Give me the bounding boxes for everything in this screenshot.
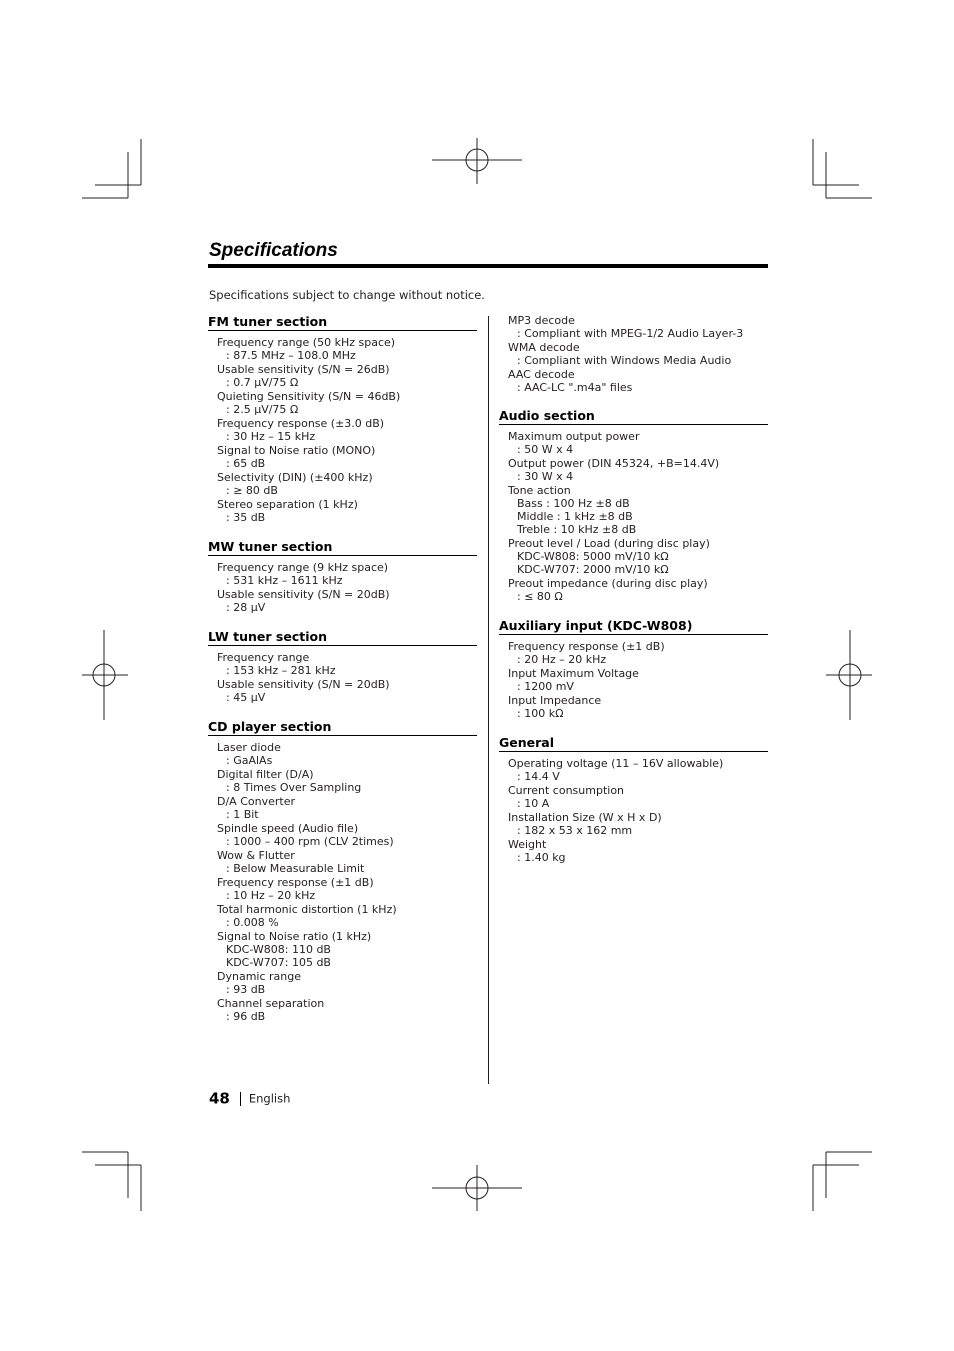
spec-label: MP3 decode xyxy=(508,314,575,327)
spec-item xyxy=(217,768,477,794)
spec-label: Frequency range xyxy=(217,651,310,664)
spec-item xyxy=(217,651,477,677)
page-footer xyxy=(209,1088,290,1108)
spec-value: : Compliant with Windows Media Audio xyxy=(517,354,732,367)
spec-label: Tone action xyxy=(508,484,571,497)
spec-label: Wow & Flutter xyxy=(217,849,295,862)
spec-item xyxy=(217,444,477,470)
spec-value: : 153 kHz – 281 kHz xyxy=(226,664,336,677)
section-heading: General xyxy=(499,735,768,752)
spec-item xyxy=(217,795,477,821)
left-column xyxy=(208,314,477,1038)
spec-item xyxy=(508,484,768,536)
spec-list xyxy=(208,561,477,614)
spec-item xyxy=(217,336,477,362)
spec-label: Output power (DIN 45324, +B=14.4V) xyxy=(508,457,720,470)
spec-item xyxy=(217,498,477,524)
spec-label: Digital filter (D/A) xyxy=(217,768,314,781)
column-divider xyxy=(488,316,489,1084)
spec-value: : 65 dB xyxy=(226,457,266,470)
spec-label: Spindle speed (Audio file) xyxy=(217,822,359,835)
spec-label: Weight xyxy=(508,838,547,851)
spec-label: Selectivity (DIN) (±400 kHz) xyxy=(217,471,373,484)
spec-value: : ≤ 80 Ω xyxy=(517,590,563,603)
spec-value: : 1 Bit xyxy=(226,808,259,821)
spec-label: Frequency range (9 kHz space) xyxy=(217,561,389,574)
spec-value: : 45 μV xyxy=(226,691,266,704)
spec-value: : 0.008 % xyxy=(226,916,279,929)
spec-item xyxy=(217,363,477,389)
spec-value: : 0.7 μV/75 Ω xyxy=(226,376,299,389)
spec-item xyxy=(508,694,768,720)
section-lw-tuner-section xyxy=(208,629,477,704)
spec-value: : 1.40 kg xyxy=(517,851,566,864)
spec-item xyxy=(217,678,477,704)
spec-value: : 10 A xyxy=(517,797,550,810)
spec-list xyxy=(208,651,477,704)
spec-label: Laser diode xyxy=(217,741,281,754)
spec-item xyxy=(217,417,477,443)
spec-item xyxy=(217,741,477,767)
spec-label: Frequency range (50 kHz space) xyxy=(217,336,396,349)
spec-value: : 8 Times Over Sampling xyxy=(226,781,362,794)
spec-value: : 30 W x 4 xyxy=(517,470,574,483)
spec-value: : 182 x 53 x 162 mm xyxy=(517,824,633,837)
section-heading: LW tuner section xyxy=(208,629,477,646)
spec-value: : Below Measurable Limit xyxy=(226,862,365,875)
spec-value: : 96 dB xyxy=(226,1010,266,1023)
spec-item xyxy=(217,561,477,587)
notice-text: Specifications subject to change without notice. xyxy=(209,288,485,302)
spec-value: : 30 Hz – 15 kHz xyxy=(226,430,316,443)
spec-list xyxy=(499,757,768,864)
spec-value: : 35 dB xyxy=(226,511,266,524)
spec-value: Treble : 10 kHz ±8 dB xyxy=(517,523,637,536)
spec-item xyxy=(217,997,477,1023)
language-label: English xyxy=(248,1091,291,1106)
section-heading: CD player section xyxy=(208,719,477,736)
spec-value: : Compliant with MPEG-1/2 Audio Layer-3 xyxy=(517,327,744,340)
right-column xyxy=(499,314,768,879)
section-heading: MW tuner section xyxy=(208,539,477,556)
spec-label: Input Impedance xyxy=(508,694,602,707)
section-heading: Audio section xyxy=(499,408,768,425)
right-sections xyxy=(499,408,768,864)
spec-label: Operating voltage (11 – 16V allowable) xyxy=(508,757,724,770)
spec-label: Preout level / Load (during disc play) xyxy=(508,537,710,550)
spec-list xyxy=(208,336,477,524)
spec-value: : GaAlAs xyxy=(226,754,273,767)
section-heading: FM tuner section xyxy=(208,314,477,331)
spec-label: Preout impedance (during disc play) xyxy=(508,577,708,590)
spec-item xyxy=(508,368,768,394)
spec-label: Input Maximum Voltage xyxy=(508,667,639,680)
spec-label: Installation Size (W x H x D) xyxy=(508,811,662,824)
section-audio-section xyxy=(499,408,768,603)
spec-label: Total harmonic distortion (1 kHz) xyxy=(217,903,397,916)
footer-separator xyxy=(240,1092,241,1106)
page-number: 48 xyxy=(209,1089,230,1108)
section-fm-tuner-section xyxy=(208,314,477,524)
section-general xyxy=(499,735,768,864)
spec-value: : 1000 – 400 rpm (CLV 2times) xyxy=(226,835,394,848)
spec-label: Usable sensitivity (S/N = 26dB) xyxy=(217,363,390,376)
spec-label: Current consumption xyxy=(508,784,625,797)
spec-item xyxy=(508,757,768,783)
spec-value: Bass : 100 Hz ±8 dB xyxy=(517,497,630,510)
spec-item xyxy=(217,903,477,929)
spec-list xyxy=(208,741,477,1023)
spec-label: Dynamic range xyxy=(217,970,301,983)
spec-value: : 87.5 MHz – 108.0 MHz xyxy=(226,349,356,362)
spec-item xyxy=(217,970,477,996)
spec-item xyxy=(508,457,768,483)
spec-label: Maximum output power xyxy=(508,430,640,443)
spec-item xyxy=(508,784,768,810)
spec-item xyxy=(217,822,477,848)
spec-label: Frequency response (±1 dB) xyxy=(508,640,665,653)
section-heading: Auxiliary input (KDC-W808) xyxy=(499,618,768,635)
spec-value: : 10 Hz – 20 kHz xyxy=(226,889,316,902)
spec-item xyxy=(508,430,768,456)
spec-value: : 28 μV xyxy=(226,601,266,614)
spec-item xyxy=(508,537,768,576)
spec-value: Middle : 1 kHz ±8 dB xyxy=(517,510,633,523)
spec-item xyxy=(217,471,477,497)
spec-item xyxy=(508,577,768,603)
spec-label: Stereo separation (1 kHz) xyxy=(217,498,358,511)
spec-value: : 93 dB xyxy=(226,983,266,996)
spec-value: : 20 Hz – 20 kHz xyxy=(517,653,607,666)
spec-item xyxy=(217,390,477,416)
spec-label: WMA decode xyxy=(508,341,580,354)
decode-specs xyxy=(499,314,768,394)
spec-list xyxy=(499,640,768,720)
spec-item xyxy=(217,849,477,875)
spec-value: KDC-W808: 110 dB xyxy=(226,943,331,956)
spec-value: : AAC-LC ".m4a" files xyxy=(517,381,633,394)
spec-value: KDC-W808: 5000 mV/10 kΩ xyxy=(517,550,669,563)
page-title: Specifications xyxy=(209,240,338,261)
section-mw-tuner-section xyxy=(208,539,477,614)
spec-value: KDC-W707: 2000 mV/10 kΩ xyxy=(517,563,669,576)
spec-item xyxy=(508,811,768,837)
spec-item xyxy=(217,930,477,969)
spec-label: Frequency response (±3.0 dB) xyxy=(217,417,385,430)
spec-value: : 100 kΩ xyxy=(517,707,564,720)
spec-item xyxy=(508,667,768,693)
spec-list xyxy=(499,430,768,603)
section-auxiliary-input-kdc-w808 xyxy=(499,618,768,720)
title-rule xyxy=(208,264,768,268)
spec-label: Channel separation xyxy=(217,997,325,1010)
spec-item xyxy=(217,876,477,902)
spec-label: Usable sensitivity (S/N = 20dB) xyxy=(217,678,390,691)
spec-item xyxy=(508,640,768,666)
spec-item xyxy=(217,588,477,614)
section-cd-player-section xyxy=(208,719,477,1023)
spec-value: KDC-W707: 105 dB xyxy=(226,956,331,969)
spec-item xyxy=(508,838,768,864)
spec-value: : 50 W x 4 xyxy=(517,443,574,456)
spec-value: : 14.4 V xyxy=(517,770,560,783)
spec-label: Frequency response (±1 dB) xyxy=(217,876,374,889)
spec-item xyxy=(508,341,768,367)
spec-item xyxy=(508,314,768,340)
spec-label: D/A Converter xyxy=(217,795,295,808)
spec-label: Quieting Sensitivity (S/N = 46dB) xyxy=(217,390,401,403)
spec-value: : 2.5 μV/75 Ω xyxy=(226,403,299,416)
spec-value: : ≥ 80 dB xyxy=(226,484,278,497)
spec-value: : 531 kHz – 1611 kHz xyxy=(226,574,343,587)
spec-label: Signal to Noise ratio (1 kHz) xyxy=(217,930,372,943)
spec-label: Signal to Noise ratio (MONO) xyxy=(217,444,376,457)
spec-label: AAC decode xyxy=(508,368,575,381)
spec-label: Usable sensitivity (S/N = 20dB) xyxy=(217,588,390,601)
spec-value: : 1200 mV xyxy=(517,680,574,693)
